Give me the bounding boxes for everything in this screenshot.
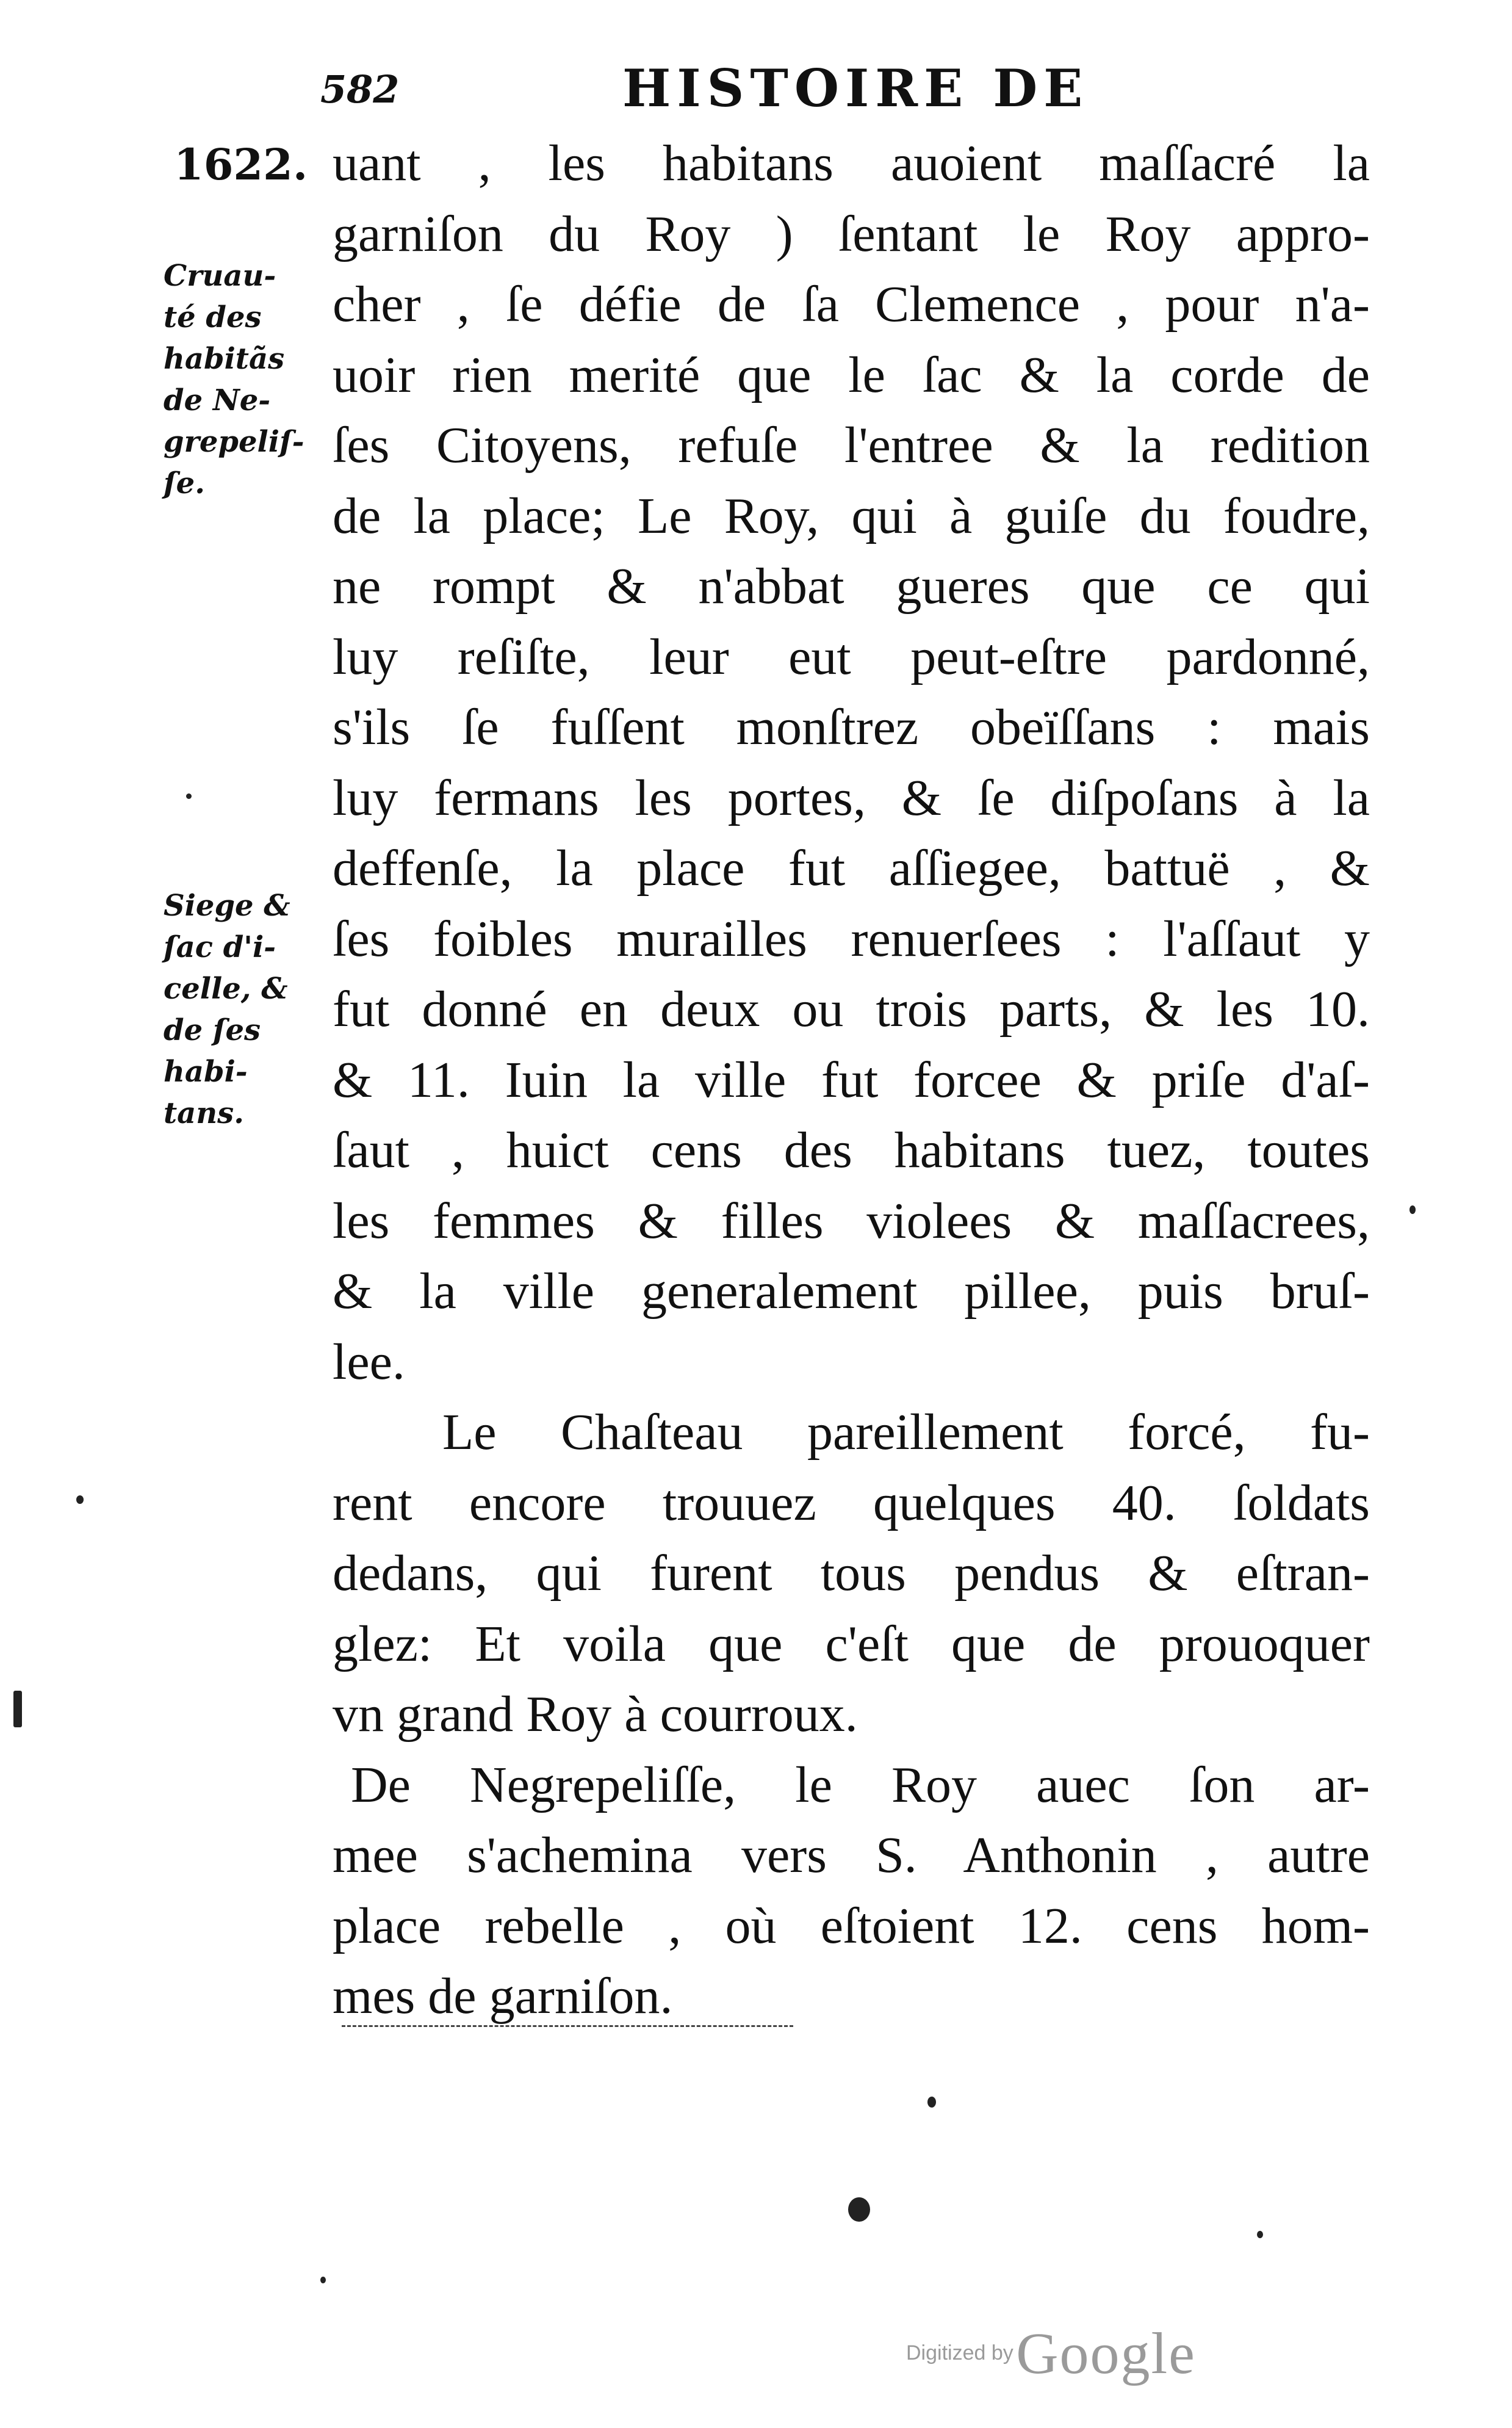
text-line: uoir rien merité que le ſac & la corde de	[333, 346, 1370, 403]
ink-speck	[13, 1691, 22, 1727]
text-line: rent encore trouuez quelques 40. ſoldats	[333, 1474, 1370, 1531]
text-line: mee s'achemina vers S. Anthonin , autre	[333, 1827, 1370, 1884]
text-line: garniſon du Roy ) ſentant le Roy appro-	[333, 205, 1370, 262]
running-head: HISTOIRE DE	[622, 58, 1089, 118]
text-line: De Negrepeliſſe, le Roy auec ſon ar-	[351, 1756, 1370, 1813]
text-line: & la ville generalement pillee, puis bruſ-	[333, 1263, 1370, 1320]
margin-note-line: de Ne-	[164, 383, 271, 417]
text-line: ſes foibles murailles renuerſees : l'aſſaut y	[333, 910, 1370, 967]
margin-note-cruelty	[164, 255, 310, 504]
margin-note-line: ſe.	[164, 466, 205, 500]
margin-note-line: tans.	[164, 1096, 244, 1130]
text-line: glez: Et voila que c'eſt que de prouoquer	[333, 1615, 1370, 1672]
text-line: Le Chaſteau pareillement forcé, fu-	[442, 1404, 1370, 1461]
google-logo: Google	[1016, 2321, 1196, 2386]
margin-note-line: té des	[164, 300, 262, 334]
ink-speck	[186, 793, 192, 799]
ink-speck	[320, 2277, 326, 2283]
page-number: 582	[320, 67, 400, 112]
text-line: vn grand Roy à courroux.	[333, 1686, 858, 1743]
margin-note-line: habitãs	[164, 342, 285, 376]
margin-note-line: Siege &	[164, 889, 290, 923]
margin-note-line: celle, &	[164, 972, 288, 1006]
ink-speck	[848, 2197, 870, 2222]
end-rule	[342, 2025, 793, 2027]
watermark-prefix: Digitized by	[906, 2341, 1013, 2365]
text-line: de la place; Le Roy, qui à guiſe du foudre,	[333, 487, 1370, 544]
margin-note-line: grepeliſ-	[164, 425, 304, 459]
ink-speck	[1409, 1205, 1416, 1214]
text-line: luy reſiſte, leur eut peut-eſtre pardonné,	[333, 628, 1370, 685]
margin-note-siege	[164, 885, 310, 1134]
text-line: lee.	[333, 1333, 405, 1390]
margin-note-line: habi-	[164, 1055, 248, 1089]
text-line: deffenſe, la place fut aſſiegee, battuë , &	[333, 840, 1370, 897]
text-line: & 11. Iuin la ville fut forcee & priſe d'aſ-	[333, 1051, 1370, 1108]
ink-speck	[927, 2097, 936, 2108]
text-line: fut donné en deux ou trois parts, & les 10.	[333, 981, 1370, 1038]
ink-speck	[76, 1495, 84, 1504]
text-line: les femmes & filles violees & maſſacrees,	[333, 1192, 1370, 1249]
ink-speck	[1257, 2231, 1263, 2238]
margin-note-line: Cruau-	[164, 259, 276, 293]
text-line: ſes Citoyens, refuſe l'entree & la redition	[333, 417, 1370, 474]
text-line: ne rompt & n'abbat gueres que ce qui	[333, 558, 1370, 615]
text-line: dedans, qui furent tous pendus & eſtran-	[333, 1545, 1370, 1602]
text-line: luy fermans les portes, & ſe diſpoſans à la	[333, 769, 1370, 826]
margin-note-line: ſac d'i-	[164, 930, 276, 964]
margin-year: 1622.	[174, 139, 308, 190]
text-line: s'ils ſe fuſſent monſtrez obeïſſans : mais	[333, 699, 1370, 756]
text-line: cher , ſe défie de ſa Clemence , pour n'a-	[333, 276, 1370, 333]
text-line: uant , les habitans auoient maſſacré la	[333, 135, 1370, 192]
body-text	[333, 128, 1370, 2032]
text-line: place rebelle , où eſtoient 12. cens hom-	[333, 1897, 1370, 1954]
text-line: ſaut , huict cens des habitans tuez, toutes	[333, 1122, 1370, 1179]
text-line: mes de garniſon.	[333, 1968, 673, 2025]
digitization-watermark	[906, 2319, 1196, 2387]
margin-note-line: de ſes	[164, 1013, 261, 1047]
